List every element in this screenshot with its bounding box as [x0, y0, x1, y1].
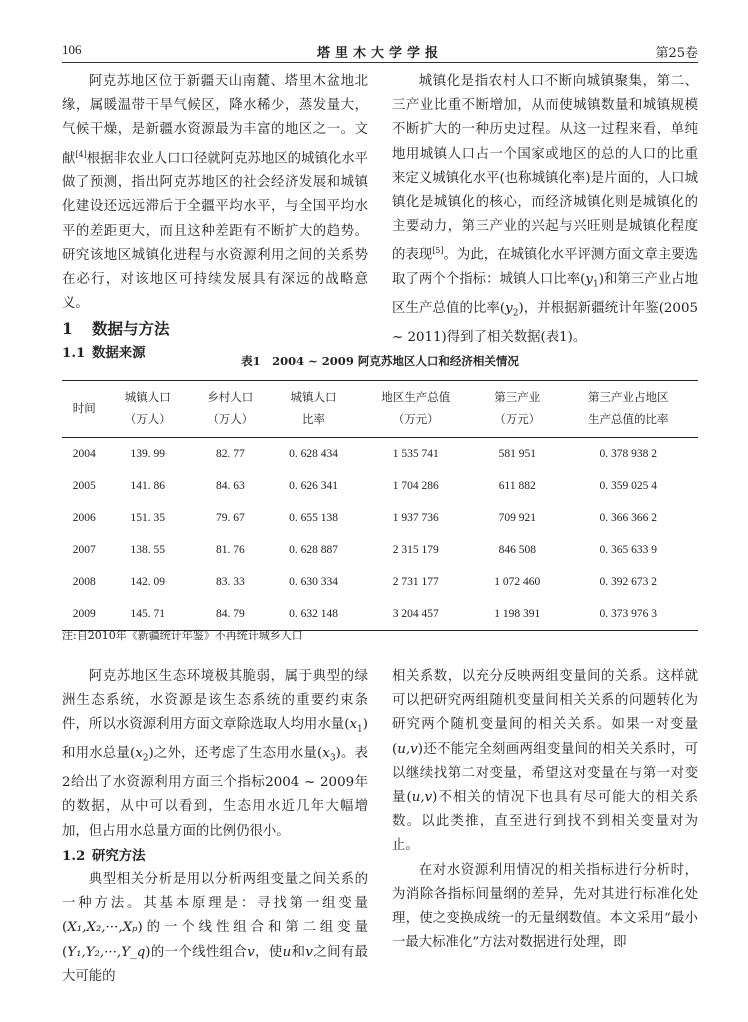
- table-cell: 2005: [72, 480, 96, 492]
- table-row: [62, 534, 698, 566]
- table-cell: 2009: [72, 608, 96, 620]
- header-line-1: 乡村人口: [207, 392, 254, 404]
- table-cell: 3 204 457: [392, 608, 439, 620]
- journal-title: 塔里木大学学报: [316, 46, 443, 61]
- table-row: [62, 470, 698, 502]
- table-header-cell: [272, 381, 356, 438]
- water-resource-paragraph: 阿克苏地区生态环境极其脆弱，属于典型的绿洲生态系统，水资源是该生态系统的重要约束条件，所以水资源利用方面文章除选取人均用水量$(x_1)$和用水总量$(x_2)$之外，还考虑了生态用水量$(x_3)$。表2给出了水资源利用方面三个指标2004 ~ 2009年的数据，从中可以看到，生态用水近几年大幅增加，但占用水总量方面的比例仍很小。: [62, 669, 368, 839]
- table-cell: 141. 86: [130, 480, 166, 492]
- table-cell: 1 072 460: [494, 576, 541, 588]
- section-1-2-heading: 1.2 研究方法: [62, 847, 146, 864]
- table-caption: 表1 2004 ~ 2009 阿克苏地区人口和经济相关情况: [241, 354, 519, 368]
- table-cell: 84. 63: [215, 480, 245, 492]
- header-line-1: 地区生产总值: [381, 392, 451, 404]
- table-cell: 2 315 179: [392, 544, 439, 556]
- table-cell: 2 731 177: [392, 576, 439, 588]
- table-header-cell: [356, 381, 476, 438]
- table-cell: 142. 09: [130, 576, 166, 588]
- urbanization-paragraph: 城镇化是指农村人口不断向城镇聚集，第二、三产业比重不断增加，从而使城镇数量和城镇规模不断扩大的一种历史过程。从这一过程来看，单纯地用城镇人口占一个国家或地区的总的人口的比重来定义城镇化水平(也称城镇化率)是片面的，人口城镇化是城镇化的核心，而经济城镇化则是城镇化的主要动力，第三产业的兴起与兴旺则是城镇化程度的表现[5]。为此，在城镇化水平评测方面文章主要选取了两个个指标：城镇人口比率$(y_1)$和第三产业占地区生产总值的比率$(y_2)$，并根据新疆统计年鉴(2005 ~ 2011)得到了相关数据(表1)。: [392, 74, 699, 345]
- right-column-top: [392, 70, 698, 350]
- intro-paragraph: 阿克苏地区位于新疆天山南麓、塔里木盆地北缘，属暖温带干旱气候区，降水稀少，蒸发量大，气候干燥，是新疆水资源最为丰富的地区之一。文献[4]根据非农业人口口径就阿克苏地区的城镇化水平做了预测，指出阿克苏地区的社会经济发展和城镇化建设还远远滞后于全疆平均水平，与全国平均水平的差距更大，而且这种差距有不断扩大的趋势。研究该地区城镇化进程与水资源利用之间的关系势在必行，对该地区可持续发展具有深远的战略意义。: [62, 74, 369, 312]
- table-row: [62, 566, 698, 598]
- header-line-1: 城镇人口: [124, 392, 171, 404]
- header-line-2: （万元）: [392, 414, 439, 426]
- table-row: [62, 502, 698, 534]
- correlation-paragraph: 相关系数，以充分反映两组变量间的关系。这样就可以把研究两组随机变量间相关关系的问题转化为研究两个随机变量间的相关关系。如果一对变量(u,v)还不能完全刻画两组变量间的相关关系时，可以继续找第二对变量，希望这对变量在与第一对变量(u,v)不相关的情况下也具有尽可能大的相关系数。以此类推，直至进行到找不到相关变量对为止。: [392, 669, 698, 854]
- table-cell: 0. 366 366 2: [599, 512, 657, 524]
- table-cell: 846 508: [498, 544, 536, 556]
- method-paragraph: 典型相关分析是用以分析两组变量之间关系的一种方法。其基本原理是：寻找第一组变量(X₁,X₂,···,Xₚ)的一个线性组合和第二组变量(Y₁,Y₂,···,Y_q)的一个线性组合v，使u和v之间有最大可能的: [62, 871, 369, 984]
- table-cell: 84. 79: [215, 608, 245, 620]
- table-cell: 0. 628 887: [289, 544, 338, 556]
- table-cell: 2006: [72, 512, 96, 524]
- table-header-cell: [559, 381, 698, 438]
- table-header-cell: [476, 381, 559, 438]
- header-line-1: 时间: [72, 403, 96, 415]
- left-column-bottom: [62, 665, 368, 989]
- table-row: [62, 598, 698, 631]
- table-cell: 0. 378 938 2: [599, 448, 657, 460]
- normalization-paragraph: 在对水资源利用情况的相关指标进行分析时，为消除各指标间量纲的差异，先对其进行标准化处理，使之变换成统一的无量纲数值。本文采用“最小一最大标准化”方法对数据进行处理，即: [392, 862, 698, 951]
- table-cell: 2004: [72, 448, 96, 460]
- table-cell: 0. 630 334: [289, 576, 338, 588]
- right-column-bottom: [392, 665, 698, 955]
- table-cell: 0. 628 434: [289, 448, 338, 460]
- table-cell: 709 921: [498, 512, 536, 524]
- table-cell: 611 882: [498, 480, 536, 492]
- table-cell: 0. 365 633 9: [599, 544, 657, 556]
- table-cell: 0. 626 341: [289, 480, 338, 492]
- table-cell: 0. 632 148: [289, 608, 338, 620]
- table-cell: 0. 655 138: [289, 512, 338, 524]
- header-line-2: 比率: [302, 414, 326, 426]
- table-cell: 79. 67: [215, 512, 245, 524]
- table-cell: 138. 55: [130, 544, 166, 556]
- header-line-2: （万人）: [124, 414, 171, 426]
- table-row: [62, 438, 698, 471]
- table-body: [62, 438, 698, 631]
- left-column-top: [62, 70, 368, 365]
- table-cell: 2007: [72, 544, 96, 556]
- table-cell: 0. 392 673 2: [599, 576, 657, 588]
- table-header-cell: [62, 381, 107, 438]
- table-cell: 83. 33: [215, 576, 245, 588]
- table-cell: 151. 35: [130, 512, 166, 524]
- section-1-1-heading: 1.1 数据来源: [62, 344, 146, 361]
- table-note: 注:自2010年《新疆统计年鉴》不再统计城乡人口: [62, 629, 303, 642]
- table-cell: 139. 99: [130, 448, 166, 460]
- table-cell: 0. 359 025 4: [599, 480, 657, 492]
- header-line-2: （万元）: [494, 414, 541, 426]
- running-header: [62, 40, 698, 63]
- table-cell: 1 198 391: [494, 608, 541, 620]
- table-header-cell: [107, 381, 190, 438]
- table-cell: 1 704 286: [392, 480, 439, 492]
- header-line-2: （万人）: [207, 414, 254, 426]
- table-cell: 1 937 736: [392, 512, 439, 524]
- table-cell: 0. 373 976 3: [599, 608, 657, 620]
- table-cell: 1 535 741: [392, 448, 439, 460]
- data-table: [62, 380, 698, 631]
- table-cell: 145. 71: [130, 608, 166, 620]
- header-line-1: 城镇人口: [290, 392, 337, 404]
- header-line-1: 第三产业: [494, 392, 541, 404]
- table-header-row: [62, 381, 698, 438]
- table-cell: 581 951: [498, 448, 536, 460]
- section-1-heading: 1 数据与方法: [62, 318, 170, 338]
- page-number: 106: [62, 42, 82, 57]
- table-header-cell: [189, 381, 272, 438]
- table-cell: 2008: [72, 576, 96, 588]
- header-line-1: 第三产业占地区: [588, 392, 669, 404]
- volume-label: 第25卷: [655, 46, 698, 61]
- table-cell: 82. 77: [215, 448, 245, 460]
- header-line-2: 生产总值的比率: [588, 414, 669, 426]
- table-cell: 81. 76: [215, 544, 245, 556]
